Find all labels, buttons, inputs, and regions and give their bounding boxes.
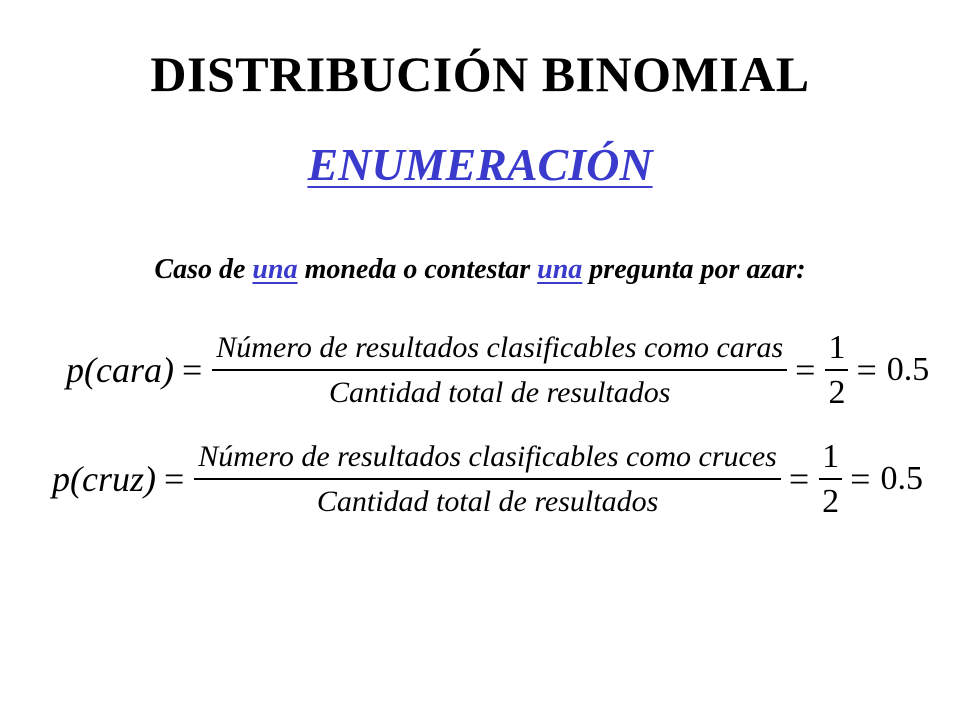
half-numerator: 1 bbox=[828, 329, 846, 366]
caso-link-una-1[interactable]: una bbox=[252, 254, 298, 285]
probability-value: 0.5 bbox=[886, 351, 930, 389]
fraction-numerator: Número de resultados clasificables como caras bbox=[216, 331, 784, 364]
half-denominator: 2 bbox=[828, 373, 846, 411]
main-fraction bbox=[212, 330, 787, 411]
equals-sign: = bbox=[788, 459, 810, 500]
subtitle-link[interactable]: ENUMERACIÓN bbox=[307, 139, 653, 190]
probability-value: 0.5 bbox=[880, 460, 923, 498]
caso-text-3: pregunta por azar: bbox=[582, 254, 806, 285]
equals-sign: = bbox=[856, 350, 877, 391]
formula-lhs: p(cara) bbox=[66, 350, 174, 391]
formula-lhs: p(cruz) bbox=[52, 459, 156, 500]
main-fraction bbox=[194, 439, 781, 520]
one-half-fraction bbox=[825, 330, 848, 411]
caso-sentence bbox=[0, 252, 960, 288]
fraction-numerator: Número de resultados clasificables como cruces bbox=[198, 440, 777, 473]
fraction-bar bbox=[819, 478, 842, 480]
equals-sign: = bbox=[163, 459, 185, 500]
formula-cruz bbox=[52, 439, 923, 520]
fraction-bar bbox=[194, 478, 781, 480]
equals-sign: = bbox=[181, 350, 203, 391]
fraction-bar bbox=[212, 369, 787, 371]
caso-text-2: moneda o contestar bbox=[297, 254, 538, 285]
fraction-bar bbox=[825, 369, 848, 371]
equals-sign: = bbox=[795, 350, 816, 391]
half-denominator: 2 bbox=[822, 482, 840, 520]
slide-title: DISTRIBUCIÓN BINOMIAL bbox=[150, 46, 810, 102]
one-half-fraction bbox=[819, 439, 842, 520]
fraction-denominator: Cantidad total de resultados bbox=[329, 375, 671, 409]
caso-link-una-2[interactable]: una bbox=[537, 254, 583, 285]
caso-text-1: Caso de bbox=[154, 254, 253, 285]
formula-cara bbox=[66, 330, 929, 411]
slide-subtitle bbox=[0, 137, 960, 193]
fraction-denominator: Cantidad total de resultados bbox=[316, 484, 659, 518]
equals-sign: = bbox=[850, 459, 871, 500]
half-numerator: 1 bbox=[822, 438, 840, 475]
